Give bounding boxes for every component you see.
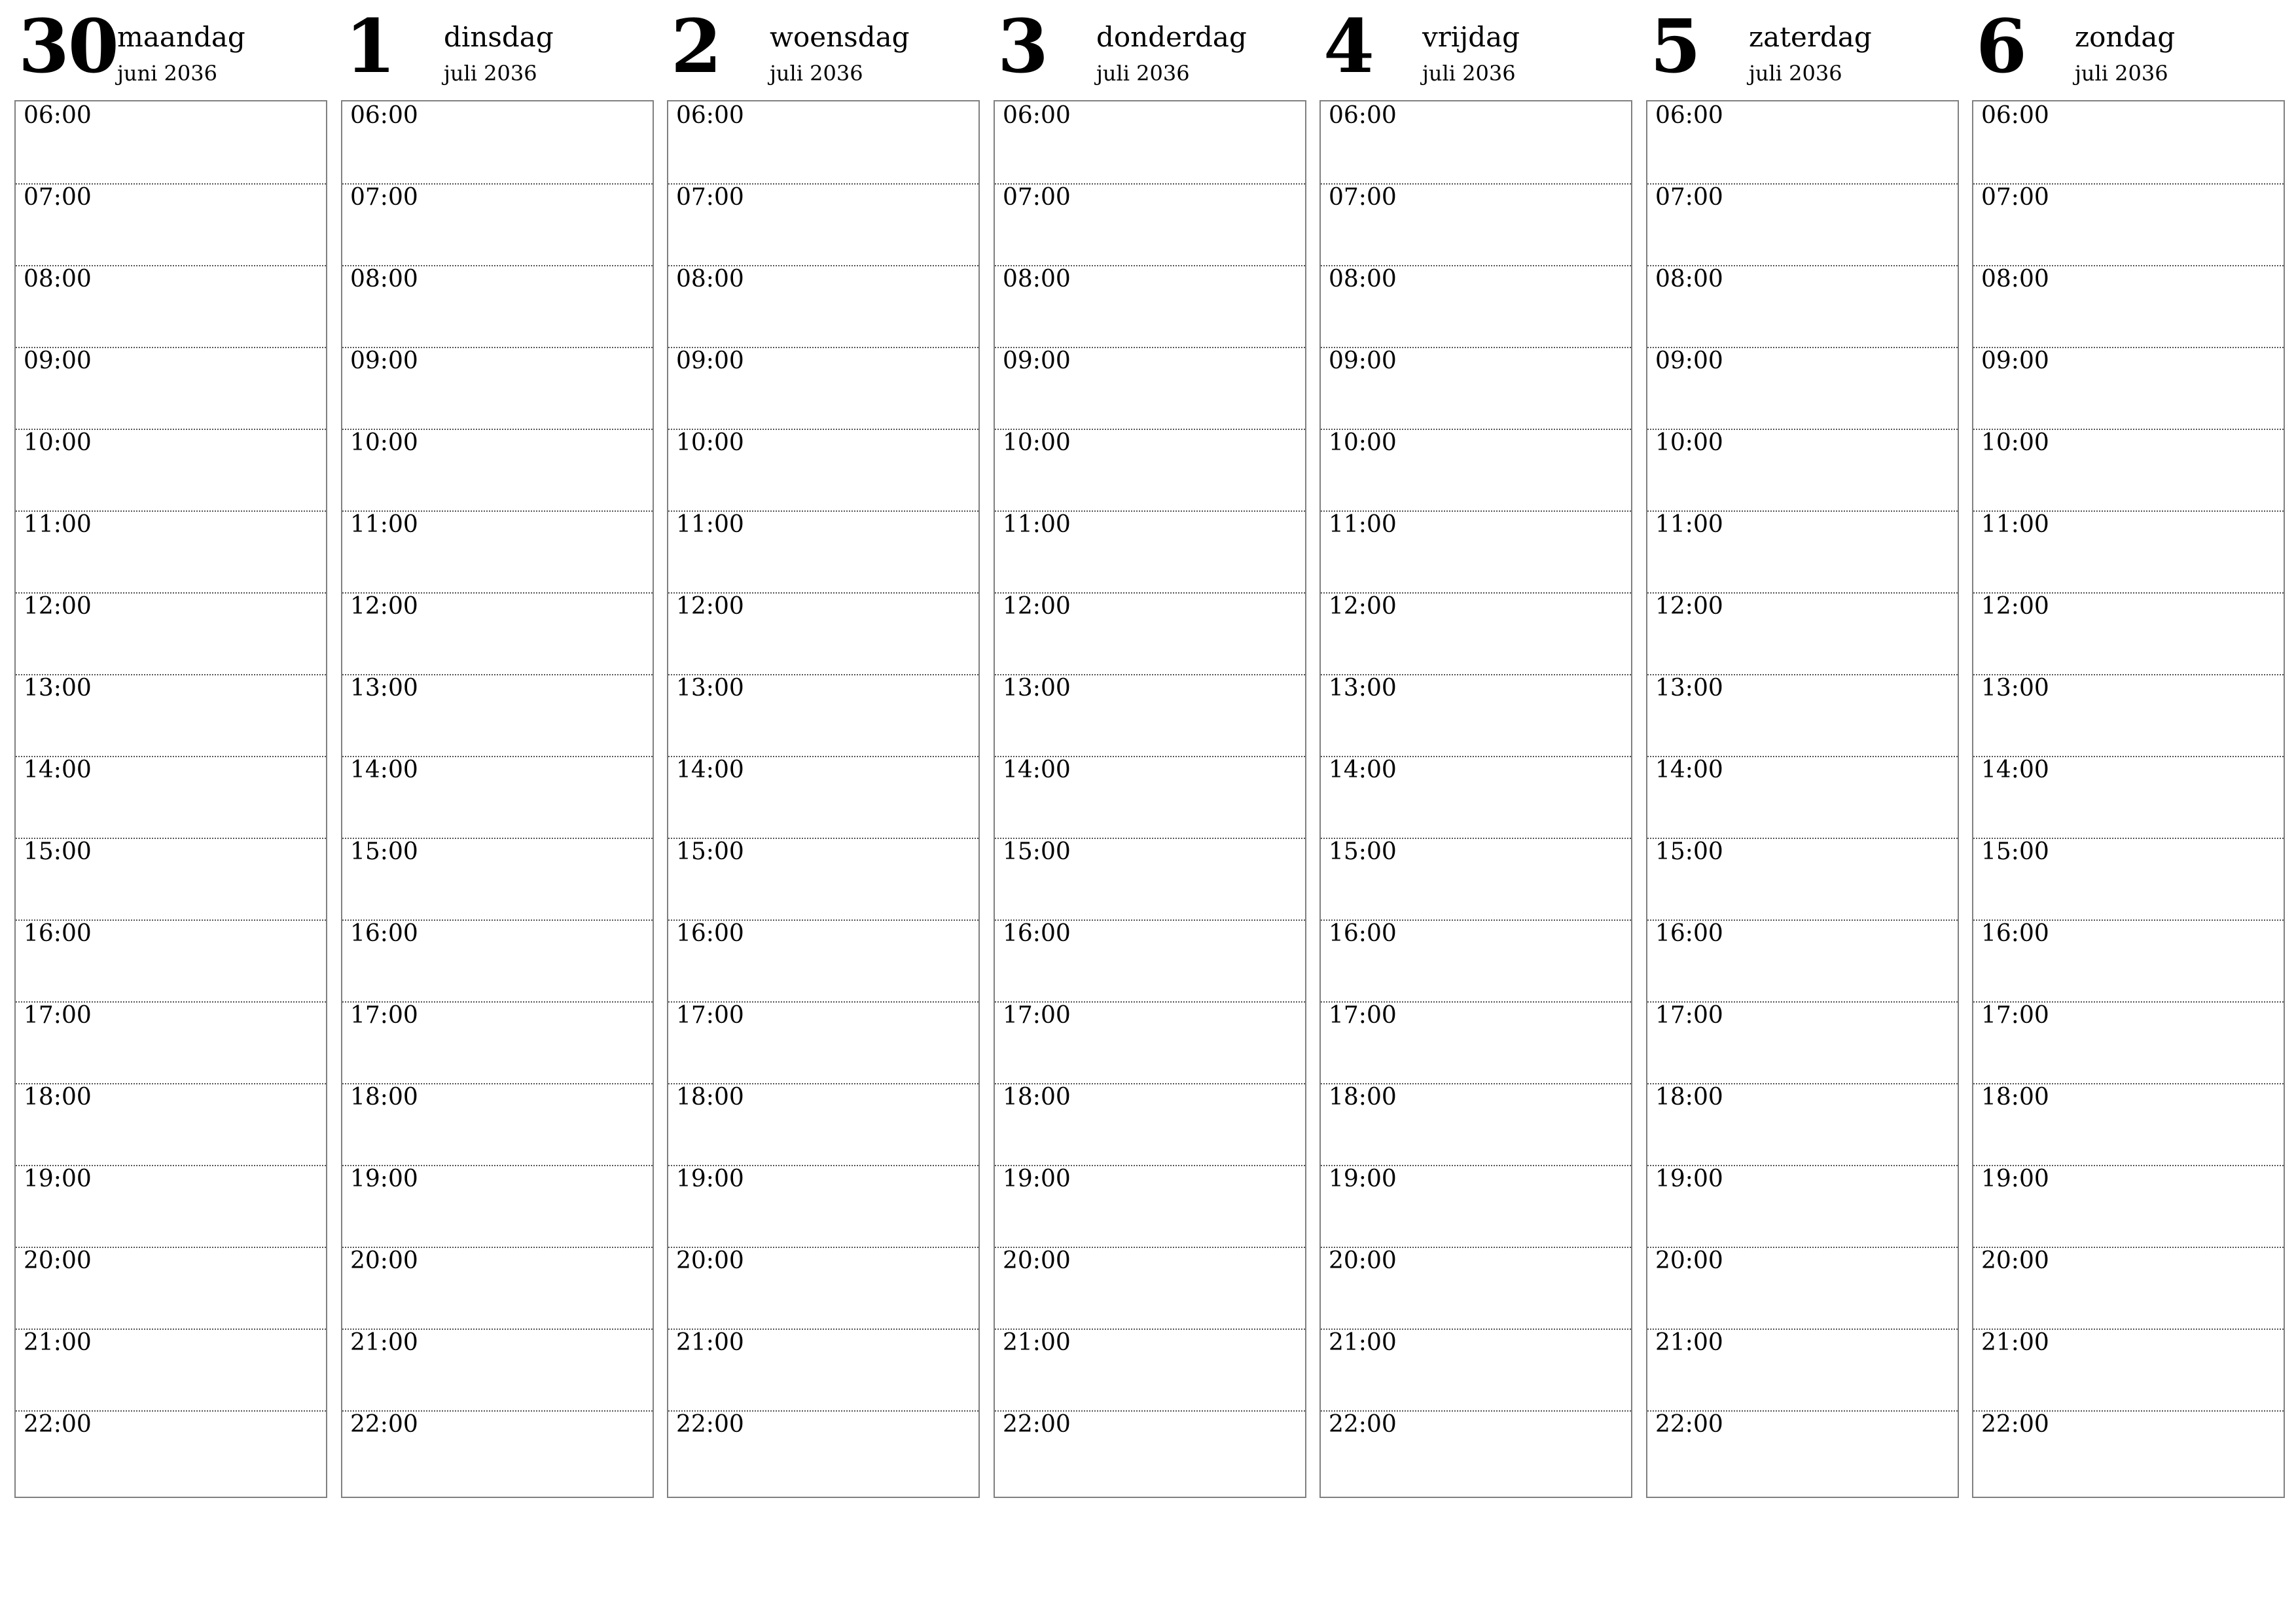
time-slot[interactable] <box>1647 1165 1958 1248</box>
time-slot[interactable] <box>342 1247 653 1330</box>
time-slot-label: 20:00 <box>350 1247 418 1274</box>
day-schedule-box <box>994 100 1306 1498</box>
time-slot-label: 15:00 <box>1329 838 1397 865</box>
time-slot-label: 15:00 <box>676 838 744 865</box>
day-schedule-box <box>341 100 654 1498</box>
time-slot[interactable] <box>16 347 326 430</box>
time-slot[interactable] <box>668 1329 978 1412</box>
time-slot-label: 16:00 <box>24 920 92 947</box>
day-schedule-box <box>14 100 327 1498</box>
time-slot-label: 10:00 <box>1003 429 1071 456</box>
time-slot[interactable] <box>668 265 978 348</box>
time-slot[interactable] <box>995 1247 1305 1330</box>
time-slot-label: 21:00 <box>1003 1329 1071 1356</box>
time-slot[interactable] <box>1321 347 1631 430</box>
day-month: juli 2036 <box>444 61 537 86</box>
time-slot-label: 19:00 <box>676 1166 744 1192</box>
day-column <box>667 0 980 1438</box>
time-slot[interactable] <box>1973 1329 2284 1412</box>
time-slot[interactable] <box>16 1247 326 1330</box>
time-slot-label: 08:00 <box>1655 266 1723 293</box>
time-slot-label: 14:00 <box>350 757 418 783</box>
time-slot-label: 12:00 <box>676 593 744 620</box>
time-slot-label: 19:00 <box>1003 1166 1071 1192</box>
time-slot[interactable] <box>1647 756 1958 839</box>
time-slot[interactable] <box>342 674 653 757</box>
time-slot-label: 18:00 <box>350 1084 418 1111</box>
day-header <box>667 0 980 100</box>
day-name: vrijdag <box>1422 21 1520 53</box>
time-slot[interactable] <box>1321 1410 1631 1492</box>
time-slot[interactable] <box>995 429 1305 512</box>
time-slot-label: 18:00 <box>24 1084 92 1111</box>
time-slot-label: 21:00 <box>1981 1329 2049 1356</box>
time-slot-label: 13:00 <box>24 675 92 702</box>
time-slot[interactable] <box>1973 1001 2284 1084</box>
time-slot[interactable] <box>995 1165 1305 1248</box>
time-slot[interactable] <box>1647 592 1958 675</box>
time-slot[interactable] <box>995 838 1305 921</box>
time-slot-label: 06:00 <box>1329 102 1397 129</box>
time-slot-label: 08:00 <box>1981 266 2049 293</box>
day-name: donderdag <box>1096 21 1247 53</box>
time-slot-label: 18:00 <box>1003 1084 1071 1111</box>
time-slot-label: 11:00 <box>1655 511 1723 538</box>
time-slot[interactable] <box>668 347 978 430</box>
time-slot[interactable] <box>995 592 1305 675</box>
time-slot-label: 09:00 <box>24 348 92 374</box>
time-slot-label: 13:00 <box>1003 675 1071 702</box>
time-slot-label: 15:00 <box>1655 838 1723 865</box>
time-slot-label: 17:00 <box>1981 1002 2049 1029</box>
time-slot-label: 09:00 <box>1981 348 2049 374</box>
time-slot[interactable] <box>668 838 978 921</box>
time-slot-label: 22:00 <box>24 1411 92 1438</box>
time-slot[interactable] <box>1973 265 2284 348</box>
time-slot-label: 10:00 <box>24 429 92 456</box>
time-slot-label: 09:00 <box>1329 348 1397 374</box>
day-schedule-box <box>1646 100 1959 1498</box>
time-slot-label: 08:00 <box>350 266 418 293</box>
time-slot-label: 07:00 <box>1329 184 1397 211</box>
time-slot-label: 15:00 <box>1981 838 2049 865</box>
time-slot-label: 18:00 <box>1329 1084 1397 1111</box>
time-slot[interactable] <box>1321 1329 1631 1412</box>
time-slot[interactable] <box>1973 183 2284 266</box>
time-slot-label: 11:00 <box>1329 511 1397 538</box>
time-slot[interactable] <box>342 838 653 921</box>
time-slot-label: 21:00 <box>676 1329 744 1356</box>
time-slot[interactable] <box>995 919 1305 1003</box>
time-slot[interactable] <box>1647 429 1958 512</box>
time-slot-label: 13:00 <box>1981 675 2049 702</box>
time-slot-label: 06:00 <box>1003 102 1071 129</box>
time-slot-label: 10:00 <box>1329 429 1397 456</box>
time-slot-label: 15:00 <box>1003 838 1071 865</box>
time-slot[interactable] <box>1973 510 2284 594</box>
time-slot[interactable] <box>1321 838 1631 921</box>
time-slot-label: 11:00 <box>1003 511 1071 538</box>
time-slot-label: 07:00 <box>1003 184 1071 211</box>
time-slot-label: 13:00 <box>350 675 418 702</box>
time-slot[interactable] <box>1973 674 2284 757</box>
day-name: maandag <box>117 21 245 53</box>
day-month: juli 2036 <box>1422 61 1516 86</box>
time-slot-label: 14:00 <box>1003 757 1071 783</box>
time-slot[interactable] <box>1647 183 1958 266</box>
time-slot[interactable] <box>1647 838 1958 921</box>
day-column <box>994 0 1306 1438</box>
time-slot-label: 22:00 <box>1329 1411 1397 1438</box>
time-slot[interactable] <box>342 1083 653 1166</box>
time-slot-label: 06:00 <box>1981 102 2049 129</box>
time-slot[interactable] <box>668 1001 978 1084</box>
time-slot[interactable] <box>16 1083 326 1166</box>
day-name: zaterdag <box>1749 21 1872 53</box>
time-slot[interactable] <box>1973 101 2284 185</box>
time-slot-label: 08:00 <box>24 266 92 293</box>
time-slot-label: 12:00 <box>1003 593 1071 620</box>
time-slot[interactable] <box>668 183 978 266</box>
time-slot[interactable] <box>16 592 326 675</box>
time-slot[interactable] <box>16 429 326 512</box>
time-slot-label: 10:00 <box>1981 429 2049 456</box>
time-slot-label: 13:00 <box>1655 675 1723 702</box>
day-number: 3 <box>997 4 1047 90</box>
time-slot-label: 20:00 <box>1003 1247 1071 1274</box>
time-slot-label: 14:00 <box>1981 757 2049 783</box>
day-header <box>341 0 654 100</box>
time-slot[interactable] <box>1321 101 1631 185</box>
time-slot-label: 09:00 <box>1003 348 1071 374</box>
time-slot-label: 16:00 <box>1003 920 1071 947</box>
time-slot[interactable] <box>1321 183 1631 266</box>
time-slot[interactable] <box>668 592 978 675</box>
day-month: juli 2036 <box>770 61 863 86</box>
time-slot-label: 08:00 <box>1003 266 1071 293</box>
time-slot[interactable] <box>668 919 978 1003</box>
time-slot[interactable] <box>1321 756 1631 839</box>
time-slot-label: 12:00 <box>1329 593 1397 620</box>
time-slot-label: 15:00 <box>350 838 418 865</box>
time-slot[interactable] <box>668 510 978 594</box>
time-slot[interactable] <box>1647 919 1958 1003</box>
time-slot[interactable] <box>16 756 326 839</box>
time-slot-label: 06:00 <box>24 102 92 129</box>
time-slot[interactable] <box>1647 1329 1958 1412</box>
time-slot[interactable] <box>1321 510 1631 594</box>
time-slot[interactable] <box>1973 347 2284 430</box>
day-number: 1 <box>345 4 395 90</box>
time-slot[interactable] <box>342 1329 653 1412</box>
time-slot-label: 15:00 <box>24 838 92 865</box>
time-slot-label: 22:00 <box>1003 1411 1071 1438</box>
time-slot-label: 21:00 <box>1329 1329 1397 1356</box>
time-slot-label: 12:00 <box>1655 593 1723 620</box>
time-slot[interactable] <box>342 919 653 1003</box>
time-slot[interactable] <box>1973 838 2284 921</box>
time-slot[interactable] <box>995 1001 1305 1084</box>
day-column <box>1646 0 1959 1438</box>
day-header <box>1319 0 1632 100</box>
time-slot[interactable] <box>1973 1247 2284 1330</box>
time-slot-label: 21:00 <box>1655 1329 1723 1356</box>
time-slot-label: 18:00 <box>1655 1084 1723 1111</box>
time-slot-label: 14:00 <box>1655 757 1723 783</box>
time-slot[interactable] <box>342 347 653 430</box>
time-slot[interactable] <box>668 756 978 839</box>
time-slot-label: 14:00 <box>1329 757 1397 783</box>
time-slot[interactable] <box>16 1410 326 1492</box>
time-slot[interactable] <box>995 510 1305 594</box>
time-slot[interactable] <box>668 1165 978 1248</box>
time-slot[interactable] <box>995 183 1305 266</box>
day-header <box>1646 0 1959 100</box>
time-slot[interactable] <box>16 265 326 348</box>
time-slot-label: 17:00 <box>350 1002 418 1029</box>
time-slot[interactable] <box>1321 429 1631 512</box>
time-slot-label: 07:00 <box>1655 184 1723 211</box>
time-slot-label: 09:00 <box>676 348 744 374</box>
time-slot[interactable] <box>668 674 978 757</box>
time-slot-label: 19:00 <box>350 1166 418 1192</box>
day-column <box>1972 0 2285 1438</box>
time-slot-label: 20:00 <box>1655 1247 1723 1274</box>
time-slot[interactable] <box>1321 1001 1631 1084</box>
time-slot-label: 16:00 <box>350 920 418 947</box>
time-slot[interactable] <box>995 265 1305 348</box>
day-column <box>14 0 327 1438</box>
time-slot[interactable] <box>342 592 653 675</box>
time-slot[interactable] <box>1321 919 1631 1003</box>
time-slot[interactable] <box>668 1083 978 1166</box>
time-slot[interactable] <box>1647 265 1958 348</box>
time-slot[interactable] <box>1321 265 1631 348</box>
time-slot-label: 14:00 <box>676 757 744 783</box>
time-slot[interactable] <box>342 510 653 594</box>
time-slot[interactable] <box>342 101 653 185</box>
time-slot-label: 06:00 <box>350 102 418 129</box>
time-slot-label: 11:00 <box>350 511 418 538</box>
time-slot[interactable] <box>995 1083 1305 1166</box>
time-slot[interactable] <box>16 1165 326 1248</box>
time-slot[interactable] <box>668 429 978 512</box>
day-schedule-box <box>667 100 980 1498</box>
time-slot-label: 20:00 <box>1981 1247 2049 1274</box>
time-slot-label: 18:00 <box>676 1084 744 1111</box>
time-slot-label: 10:00 <box>350 429 418 456</box>
time-slot-label: 16:00 <box>676 920 744 947</box>
day-number: 5 <box>1650 4 1700 90</box>
time-slot[interactable] <box>995 101 1305 185</box>
time-slot-label: 07:00 <box>350 184 418 211</box>
time-slot[interactable] <box>342 1165 653 1248</box>
day-header <box>1972 0 2285 100</box>
time-slot-label: 17:00 <box>1329 1002 1397 1029</box>
time-slot[interactable] <box>995 674 1305 757</box>
time-slot[interactable] <box>16 101 326 185</box>
time-slot[interactable] <box>1973 756 2284 839</box>
time-slot-label: 22:00 <box>1981 1411 2049 1438</box>
time-slot-label: 17:00 <box>1003 1002 1071 1029</box>
day-column <box>341 0 654 1438</box>
time-slot[interactable] <box>995 756 1305 839</box>
time-slot[interactable] <box>1973 919 2284 1003</box>
time-slot-label: 16:00 <box>1981 920 2049 947</box>
time-slot-label: 11:00 <box>1981 511 2049 538</box>
time-slot[interactable] <box>1647 510 1958 594</box>
time-slot-label: 11:00 <box>676 511 744 538</box>
time-slot-label: 19:00 <box>24 1166 92 1192</box>
time-slot-label: 20:00 <box>24 1247 92 1274</box>
time-slot-label: 08:00 <box>676 266 744 293</box>
time-slot[interactable] <box>1647 674 1958 757</box>
time-slot[interactable] <box>16 674 326 757</box>
time-slot-label: 16:00 <box>1329 920 1397 947</box>
time-slot-label: 10:00 <box>1655 429 1723 456</box>
time-slot[interactable] <box>342 265 653 348</box>
time-slot[interactable] <box>668 1247 978 1330</box>
time-slot[interactable] <box>1973 429 2284 512</box>
time-slot-label: 17:00 <box>24 1002 92 1029</box>
time-slot-label: 12:00 <box>350 593 418 620</box>
time-slot-label: 06:00 <box>676 102 744 129</box>
time-slot-label: 07:00 <box>1981 184 2049 211</box>
time-slot-label: 20:00 <box>1329 1247 1397 1274</box>
time-slot-label: 10:00 <box>676 429 744 456</box>
time-slot-label: 11:00 <box>24 511 92 538</box>
day-schedule-box <box>1972 100 2285 1498</box>
time-slot-label: 19:00 <box>1329 1166 1397 1192</box>
time-slot-label: 21:00 <box>24 1329 92 1356</box>
time-slot[interactable] <box>668 1410 978 1492</box>
time-slot[interactable] <box>342 1001 653 1084</box>
time-slot-label: 13:00 <box>676 675 744 702</box>
time-slot[interactable] <box>16 838 326 921</box>
time-slot-label: 22:00 <box>1655 1411 1723 1438</box>
time-slot-label: 16:00 <box>1655 920 1723 947</box>
time-slot-label: 12:00 <box>24 593 92 620</box>
day-number: 2 <box>671 4 721 90</box>
time-slot[interactable] <box>1647 1247 1958 1330</box>
day-name: zondag <box>2075 21 2176 53</box>
time-slot-label: 19:00 <box>1981 1166 2049 1192</box>
time-slot[interactable] <box>342 429 653 512</box>
time-slot[interactable] <box>1321 1165 1631 1248</box>
time-slot-label: 20:00 <box>676 1247 744 1274</box>
time-slot-label: 22:00 <box>676 1411 744 1438</box>
time-slot-label: 08:00 <box>1329 266 1397 293</box>
day-name: woensdag <box>770 21 910 53</box>
time-slot[interactable] <box>1973 1165 2284 1248</box>
day-month: juli 2036 <box>1749 61 1842 86</box>
time-slot[interactable] <box>1647 1083 1958 1166</box>
time-slot[interactable] <box>995 1329 1305 1412</box>
time-slot[interactable] <box>1647 1001 1958 1084</box>
time-slot-label: 12:00 <box>1981 593 2049 620</box>
time-slot[interactable] <box>16 183 326 266</box>
time-slot[interactable] <box>342 1410 653 1492</box>
time-slot-label: 09:00 <box>350 348 418 374</box>
day-number: 6 <box>1976 4 2026 90</box>
time-slot-label: 06:00 <box>1655 102 1723 129</box>
time-slot[interactable] <box>1973 1083 2284 1166</box>
time-slot[interactable] <box>668 101 978 185</box>
day-number: 30 <box>18 4 118 90</box>
time-slot[interactable] <box>16 1329 326 1412</box>
time-slot[interactable] <box>342 756 653 839</box>
time-slot-label: 07:00 <box>24 184 92 211</box>
time-slot-label: 22:00 <box>350 1411 418 1438</box>
day-schedule-box <box>1319 100 1632 1498</box>
day-month: juli 2036 <box>1096 61 1190 86</box>
day-header <box>994 0 1306 100</box>
time-slot[interactable] <box>16 510 326 594</box>
time-slot-label: 19:00 <box>1655 1166 1723 1192</box>
time-slot-label: 14:00 <box>24 757 92 783</box>
time-slot[interactable] <box>1321 592 1631 675</box>
day-header <box>14 0 327 100</box>
time-slot-label: 21:00 <box>350 1329 418 1356</box>
day-column <box>1319 0 1632 1438</box>
time-slot[interactable] <box>1973 592 2284 675</box>
time-slot-label: 18:00 <box>1981 1084 2049 1111</box>
time-slot[interactable] <box>1321 1083 1631 1166</box>
time-slot[interactable] <box>1321 674 1631 757</box>
time-slot[interactable] <box>1973 1410 2284 1492</box>
time-slot[interactable] <box>995 347 1305 430</box>
time-slot[interactable] <box>1321 1247 1631 1330</box>
time-slot[interactable] <box>1647 1410 1958 1492</box>
time-slot[interactable] <box>995 1410 1305 1492</box>
time-slot-label: 09:00 <box>1655 348 1723 374</box>
day-month: juli 2036 <box>2075 61 2168 86</box>
time-slot-label: 07:00 <box>676 184 744 211</box>
day-month: juni 2036 <box>117 61 217 86</box>
time-slot[interactable] <box>1647 101 1958 185</box>
time-slot[interactable] <box>342 183 653 266</box>
time-slot[interactable] <box>1647 347 1958 430</box>
time-slot[interactable] <box>16 1001 326 1084</box>
day-number: 4 <box>1323 4 1373 90</box>
day-name: dinsdag <box>444 21 554 53</box>
time-slot[interactable] <box>16 919 326 1003</box>
time-slot-label: 13:00 <box>1329 675 1397 702</box>
time-slot-label: 17:00 <box>1655 1002 1723 1029</box>
time-slot-label: 17:00 <box>676 1002 744 1029</box>
